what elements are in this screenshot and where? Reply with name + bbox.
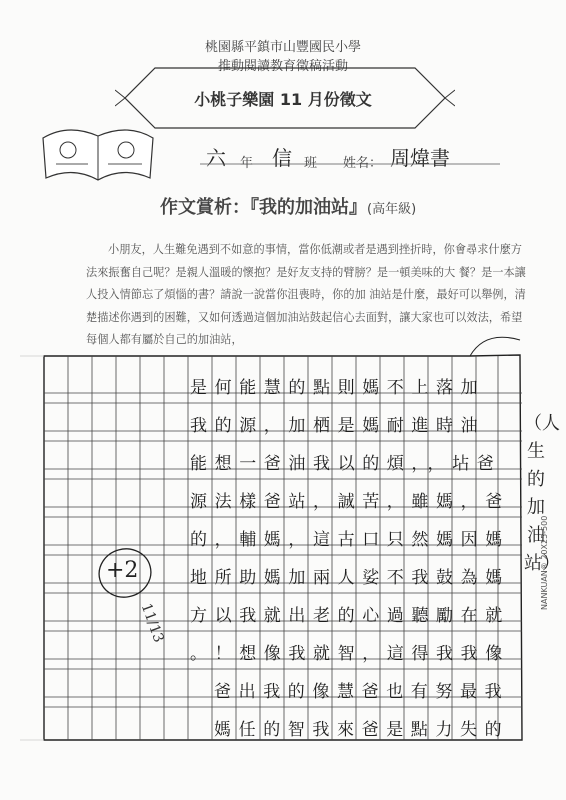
handwritten-row: 媽任的智我來爸是點力失的	[214, 720, 510, 740]
school-name: 桃園縣平鎮市山豐國民小學	[204, 40, 361, 55]
score-mark: +2	[106, 558, 139, 583]
writing-prompt: 小朋友，人生難免遇到不如意的事情，當你低潮或者是遇到挫折時，你會尋求什麼方法來振奮自己呢？是親人溫暖的懷抱？是好友支持的臂膀？是一頓美味的大 餐？是一本讓人投入情節忘了煩惱的書？請說一說當你沮喪時，你的加 油站是什麼，最好可以舉例，清楚描述你遇到的困難，又如何透過這個加油站鼓起信心去面對，讓大家也可以效法，希望每個人都有屬於自己的加油站，	[86, 243, 526, 346]
name-label: 姓名：	[343, 156, 383, 171]
event-name: 推動閱讀教育徵稿活動	[217, 59, 348, 74]
handwritten-row: 我的源，加栖是媽耐進時油	[190, 416, 486, 436]
handwritten-row: 源法樣爸站，誠苦，雖媽，爸	[190, 492, 510, 512]
student-name: 周煒書	[390, 146, 450, 170]
marginal-note: 11/13	[137, 601, 167, 645]
essay-title-text: 作文賞析：『我的加油站』	[160, 197, 367, 218]
class-label: 班	[304, 156, 318, 171]
handwritten-row: 地所助媽加兩人娑不我鼓為媽	[190, 568, 510, 588]
handwritten-row: 爸出我的像慧爸也有努最我	[214, 682, 510, 702]
handwritten-row: 能想一爸油我以的煩，，坫爸	[190, 454, 502, 474]
handwritten-row: 的，輔媽，這古口只然媽因媽	[190, 530, 510, 550]
class-value: 信	[272, 146, 292, 170]
grade-level: (高年級)	[367, 202, 417, 217]
handwritten-row: 方以我就出老的心過聽勵在就	[190, 606, 510, 626]
side-title-note: （人生的加油站）	[524, 413, 560, 574]
grade-label: 年	[240, 156, 254, 171]
banner-title: 小桃子樂園 11 月份徵文	[194, 90, 372, 109]
paper-brand: NANKUAN® 20X25-500	[540, 515, 549, 610]
handwritten-row: 。！想像我就智，這得我我像	[190, 644, 510, 664]
handwritten-row: 是何能慧的點則媽不上落加	[190, 378, 486, 398]
grade-value: 六	[206, 146, 226, 170]
